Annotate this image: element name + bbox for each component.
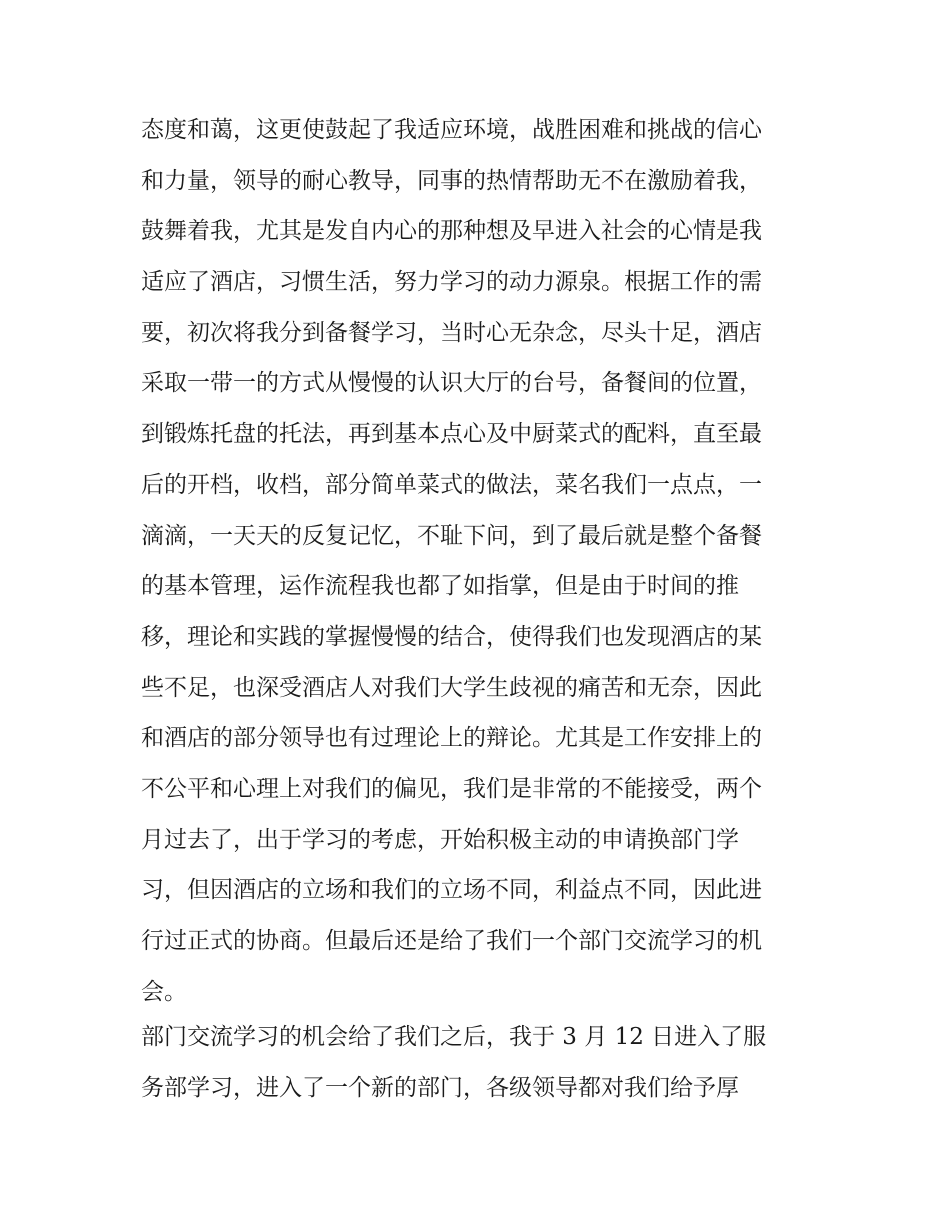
text-line: 和酒店的部分领导也有过理论上的辩论。尤其是工作安排上的 (141, 725, 762, 752)
text-line: 会。 (141, 978, 187, 1005)
text-line: 行过正式的协商。但最后还是给了我们一个部门交流学习的机 (141, 928, 762, 954)
text-line: 适应了酒店，习惯生活，努力学习的动力源泉。根据工作的需 (141, 269, 762, 296)
text-line: 滴滴，一天天的反复记忆，不耻下问，到了最后就是整个备餐 (141, 522, 762, 549)
text-line: 习，但因酒店的立场和我们的立场不同，利益点不同，因此进 (141, 877, 762, 904)
text-line: 部门交流学习的机会给了我们之后，我于 3 月 12 日进入了服 (141, 1024, 767, 1050)
text-line: 要，初次将我分到备餐学习，当时心无杂念，尽头十足，酒店 (141, 319, 762, 346)
paragraph (141, 1012, 821, 1113)
paragraph (141, 105, 821, 1017)
text-line: 态度和蔼，这更使鼓起了我适应环境，战胜困难和挑战的信心 (141, 117, 762, 143)
text-line: 不公平和心理上对我们的偏见，我们是非常的不能接受，两个 (141, 775, 762, 802)
text-line: 鼓舞着我，尤其是发自内心的那种想及早进入社会的心情是我 (141, 218, 762, 245)
text-line: 务部学习，进入了一个新的部门，各级领导都对我们给予厚 (141, 1074, 739, 1101)
text-line: 和力量，领导的耐心教导，同事的热情帮助无不在激励着我， (141, 167, 762, 194)
text-line: 采取一带一的方式从慢慢的认识大厅的台号，备餐间的位置， (141, 370, 762, 397)
text-line: 移，理论和实践的掌握慢慢的结合，使得我们也发现酒店的某 (141, 623, 762, 650)
text-line: 的基本管理，运作流程我也都了如指掌，但是由于时间的推 (141, 573, 739, 600)
text-line: 后的开档，收档，部分简单菜式的做法，菜名我们一点点，一 (141, 471, 762, 498)
text-line: 月过去了，出于学习的考虑，开始积极主动的申请换部门学 (141, 826, 739, 853)
text-line: 到锻炼托盘的托法，再到基本点心及中厨菜式的配料，直至最 (141, 421, 762, 448)
text-line: 些不足，也深受酒店人对我们大学生歧视的痛苦和无奈，因此 (141, 674, 762, 701)
